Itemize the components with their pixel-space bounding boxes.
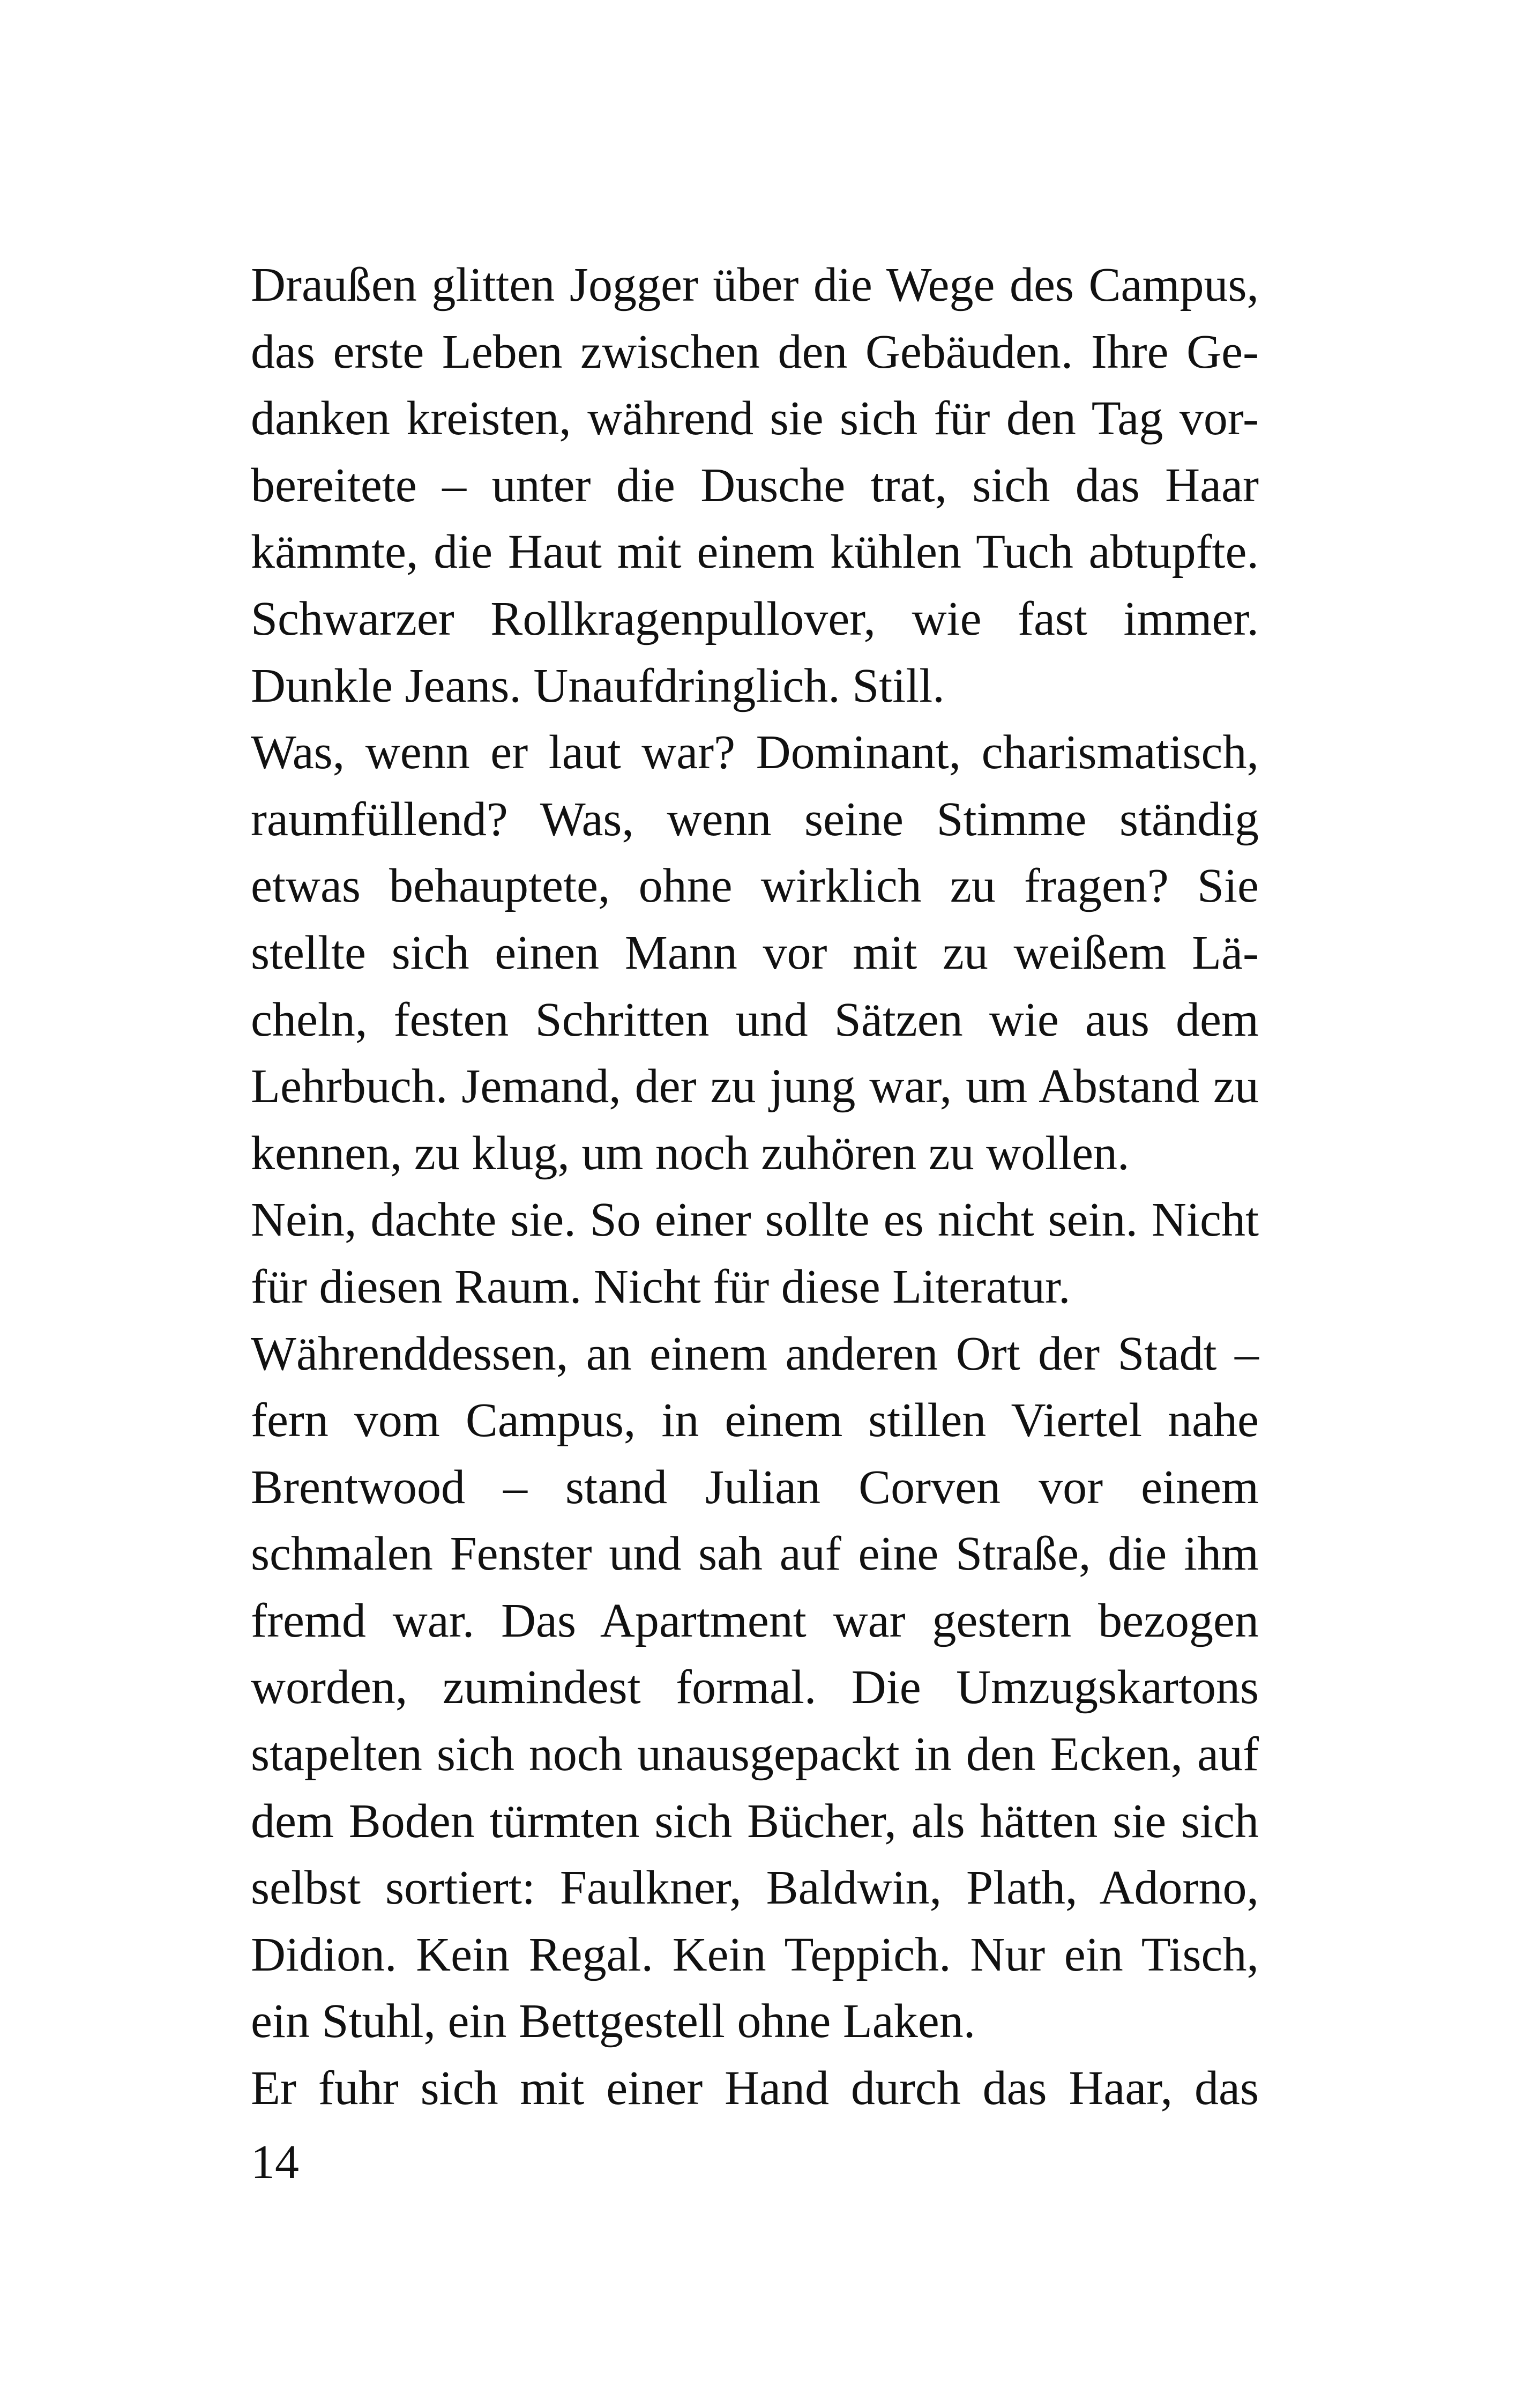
text-line: cheln, festen Schritten und Sätzen wie aus dem xyxy=(251,993,1259,1046)
text-line: Schwarzer Rollkragenpullover, wie fast immer. xyxy=(251,592,1259,645)
text-line: Dunkle Jeans. Unaufdringlich. Still. xyxy=(251,659,945,712)
text-line: für diesen Raum. Nicht für diese Literatur. xyxy=(251,1260,1071,1313)
text-line: dem Boden türmten sich Bücher, als hätten sie sich xyxy=(251,1794,1259,1848)
text-line: schmalen Fenster und sah auf eine Straße, die ihm xyxy=(251,1527,1259,1581)
page-number: 14 xyxy=(251,2136,299,2189)
text-line: raumfüllend? Was, wenn seine Stimme ständig xyxy=(251,792,1259,846)
text-line: Was, wenn er laut war? Dominant, charismatisch, xyxy=(251,726,1259,779)
text-line: Brentwood – stand Julian Corven vor einem xyxy=(251,1460,1259,1514)
text-line: Nein, dachte sie. So einer sollte es nicht sein. Nicht xyxy=(251,1193,1259,1247)
text-line: worden, zumindest formal. Die Umzugskartons xyxy=(251,1661,1259,1714)
text-line: Draußen glitten Jogger über die Wege des Campus, xyxy=(251,258,1259,311)
body-text xyxy=(251,252,1259,2122)
text-line: fremd war. Das Apartment war gestern bezogen xyxy=(251,1594,1259,1647)
text-line: Währenddessen, an einem anderen Ort der Stadt – xyxy=(251,1327,1259,1380)
text-line: bereitete – unter die Dusche trat, sich das Haar xyxy=(251,458,1259,512)
text-line: stellte sich einen Mann vor mit zu weißem Lä- xyxy=(251,926,1259,979)
text-line: stapelten sich noch unausgepackt in den Ecken, auf xyxy=(251,1728,1259,1781)
text-line: fern vom Campus, in einem stillen Viertel nahe xyxy=(251,1394,1259,1447)
text-line: etwas behauptete, ohne wirklich zu fragen? Sie xyxy=(251,859,1259,913)
text-line: danken kreisten, während sie sich für den Tag vor- xyxy=(251,392,1259,445)
text-line: kämmte, die Haut mit einem kühlen Tuch abtupfte. xyxy=(251,525,1259,579)
text-line: Didion. Kein Regal. Kein Teppich. Nur ein Tisch, xyxy=(251,1928,1259,1981)
text-line: selbst sortiert: Faulkner, Baldwin, Plath, Adorno, xyxy=(251,1861,1259,1915)
text-line: das erste Leben zwischen den Gebäuden. Ihre Ge- xyxy=(251,325,1259,378)
text-line: ein Stuhl, ein Bettgestell ohne Laken. xyxy=(251,1995,976,2048)
text-line: kennen, zu klug, um noch zuhören zu wollen. xyxy=(251,1126,1130,1180)
text-line: Lehrbuch. Jemand, der zu jung war, um Abstand zu xyxy=(251,1060,1259,1113)
text-line: Er fuhr sich mit einer Hand durch das Haar, das xyxy=(251,2062,1259,2115)
